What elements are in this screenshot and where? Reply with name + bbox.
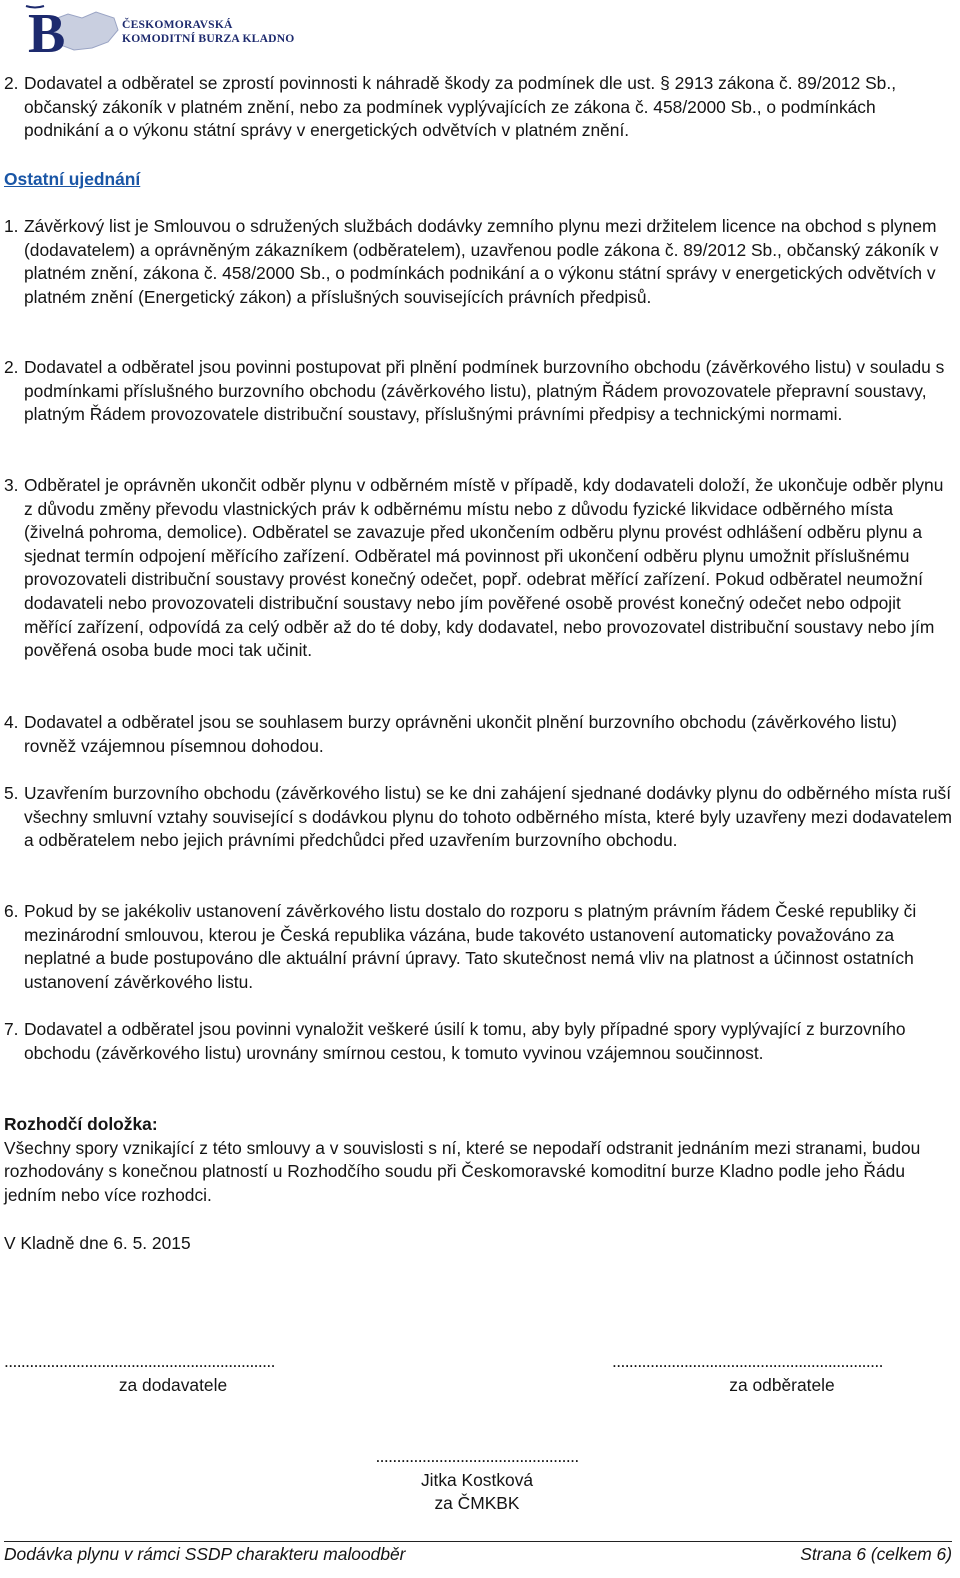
item-text: Pokud by se jakékoliv ustanovení závěrkového listu dostalo do rozporu s platným právním řádem České republiky či mezinárodní smlouvou, kterou je Česká republika vázána, bude takovéto ustanovení automaticky považováno za neplatné a bude postupováno dle aktuální právní úpravy. Tato skutečnost nemá vliv na platnost a účinnost ostatních ustanovení závěrkového listu. bbox=[24, 901, 917, 992]
company-logo bbox=[22, 4, 312, 56]
list-item bbox=[4, 900, 952, 994]
place-date: V Kladně dne 6. 5. 2015 bbox=[4, 1233, 191, 1253]
list-item bbox=[4, 215, 952, 309]
svg-text:B: B bbox=[28, 4, 66, 56]
signature-label: za odběratele bbox=[729, 1374, 835, 1395]
item-number: 1. bbox=[4, 216, 19, 236]
item-text: Dodavatel a odběratel jsou povinni vynaložit veškeré úsilí k tomu, aby byly případné spory vyplývající z burzovního obchodu (závěrkového listu) urovnány smírnou cestou, k tomuto vyvinou vzájemnou součinnost. bbox=[24, 1019, 906, 1063]
company-name bbox=[122, 18, 312, 46]
item-text: Závěrkový list je Smlouvou o sdružených službách dodávky zemního plynu mezi držitelem licence na obchod s plynem (dodavatelem) a oprávněným zákazníkem (odběratelem), uzavřenou podle zákona č. 89/2012 Sb., občanský zákoník v platném znění, zákona č. 458/2000 Sb., o podmínkách podnikání a o výkonu státní správy v energetických odvětvích v platném znění (Energetický zákon) a příslušných souvisejících právních předpisů. bbox=[24, 216, 939, 307]
list-item bbox=[4, 782, 952, 853]
footer-page-number: Strana 6 (celkem 6) bbox=[800, 1544, 952, 1564]
signatory-org: za ČMKBK bbox=[434, 1493, 520, 1514]
signature-exchange bbox=[340, 1445, 614, 1516]
intro-number: 2. bbox=[4, 73, 19, 93]
signature-supplier bbox=[4, 1350, 342, 1397]
signature-label: za dodavatele bbox=[118, 1374, 228, 1395]
signature-line: ................................................................ bbox=[4, 1351, 275, 1371]
footer-document-title: Dodávka plynu v rámci SSDP charakteru maloodběr bbox=[4, 1544, 406, 1564]
company-name-line1: ČESKOMORAVSKÁ bbox=[122, 18, 233, 31]
intro-paragraph bbox=[4, 72, 952, 143]
item-number: 7. bbox=[4, 1019, 19, 1039]
item-number: 6. bbox=[4, 901, 19, 921]
item-text: Odběratel je oprávněn ukončit odběr plynu v odběrném místě v případě, kdy dodavateli doloží, že ukončuje odběr plynu z důvodu změny převodu vlastnických práv k odběrnému místu nebo z důvodu fyzické likvidace odběrného místa (živelná pohroma, demolice). Odběratel se zavazuje před ukončením odběru plynu provést odhlášení odběru plynu a sjednat termín odpojení měřícího zařízení. Odběratel má povinnost při ukončení odběru plynu umožnit příslušnému provozovateli distribuční soustavy provést konečný odečet, popř. odebrat měřící zařízení. Pokud odběratel neumožní dodavateli nebo provozovateli distribuční soustavy nebo jím pověřené osobě provést konečný odečet nebo odpojit měřící zařízení, odpovídá za celý odběr až do té doby, kdy dodavatel, nebo provozovatel distribuční soustavy nebo jím pověřená osoba bude moci tak učinit. bbox=[24, 475, 944, 661]
item-number: 4. bbox=[4, 712, 19, 732]
list-item bbox=[4, 1018, 952, 1065]
arbitration-text: Všechny spory vznikající z této smlouvy a v souvislosti s ní, které se nepodaří odstranit jednáním mezi stranami, budou rozhodovány s konečnou platností u Rozhodčího soudu při Českomoravské komoditní burze Kladno podle jeho Řádu jedním nebo více rozhodci. bbox=[4, 1137, 921, 1205]
intro-text: Dodavatel a odběratel se zprostí povinnosti k náhradě škody za podmínek dle ust. § 2913 zákona č. 89/2012 Sb., občanský zákoník v platném znění, nebo za podmínek vyplývajících ze zákona č. 458/2000 Sb., o podmínkách podnikání a o výkonu státní správy v energetických odvětvích v platném znění. bbox=[24, 73, 897, 141]
item-text: Uzavřením burzovního obchodu (závěrkového listu) se ke dni zahájení sjednané dodávky plynu do odběrného místa ruší všechny smluvní vztahy související s dodávkou plynu do tohoto odběrného místa, které byly uzavřeny mezi dodavatelem a odběratelem nebo jejich právními předchůdci před uzavřením burzovního obchodu. bbox=[24, 783, 952, 851]
signature-customer bbox=[612, 1350, 952, 1397]
signature-line: ................................................ bbox=[375, 1446, 579, 1466]
item-text: Dodavatel a odběratel jsou se souhlasem burzy oprávněni ukončit plnění burzovního obchodu (závěrkového listu) rovněž vzájemnou písemnou dohodou. bbox=[24, 712, 897, 756]
arbitration-heading: Rozhodčí doložka: bbox=[4, 1114, 158, 1134]
item-number: 3. bbox=[4, 475, 19, 495]
item-number: 5. bbox=[4, 783, 19, 803]
list-item bbox=[4, 474, 952, 663]
page-footer bbox=[4, 1541, 952, 1566]
list-item bbox=[4, 711, 952, 758]
signatory-name: Jitka Kostková bbox=[420, 1469, 534, 1490]
arbitration-clause bbox=[4, 1113, 952, 1207]
logo-mark-icon bbox=[22, 4, 122, 56]
list-item bbox=[4, 356, 952, 427]
item-number: 2. bbox=[4, 357, 19, 377]
section-heading: Ostatní ujednání bbox=[4, 169, 141, 189]
signature-line: ................................................................ bbox=[612, 1351, 883, 1371]
item-text: Dodavatel a odběratel jsou povinni postupovat při plnění podmínek burzovního obchodu (závěrkového listu) v souladu s podmínkami příslušného burzovního obchodu (závěrkového listu), platným Řádem provozovatele přepravní soustavy, platným Řádem provozovatele distribuční soustavy, příslušnými právními předpisy a technickými normami. bbox=[24, 357, 945, 425]
company-name-line2: KOMODITNÍ BURZA KLADNO bbox=[122, 32, 295, 45]
